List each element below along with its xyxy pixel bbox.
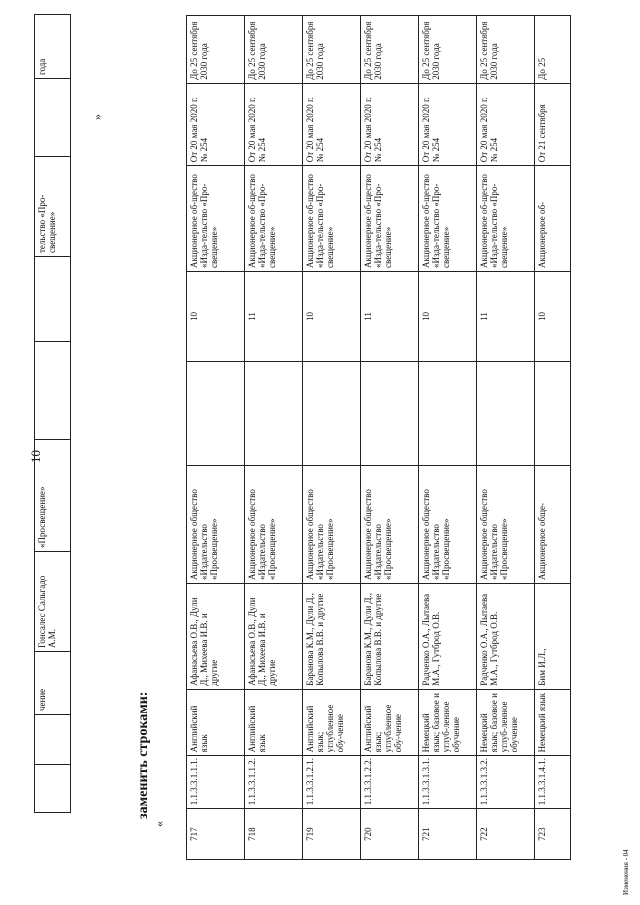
cell-until: До 25 сентября 2030 года (187, 16, 245, 84)
cell-org: Акционерное об-щество «Изда-тельство «Про-свещение» (187, 166, 245, 272)
cell-publisher: Акционерное общество «Издательство «Просвещение» (303, 465, 361, 583)
cell-order: От 20 мая 2020 г. № 254 (303, 83, 361, 165)
table-row (35, 15, 71, 813)
cell-empty (187, 361, 245, 465)
table-row (187, 16, 245, 860)
cell-subject: Немецкий язык; базовое и углуб-ленное обучение (419, 689, 477, 756)
cell-no: 721 (419, 809, 477, 860)
cell-until: До 25 (535, 16, 571, 84)
cell-org: Акционерное об-щество «Изда-тельство «Про-свещение» (477, 166, 535, 272)
table-row (477, 16, 535, 860)
cell-until: года (35, 15, 71, 79)
cell-org: Акционерное об-щество «Изда-тельство «Про-свещение» (303, 166, 361, 272)
cell-order: От 21 сентября (535, 83, 571, 165)
cell-no (35, 765, 71, 813)
cell-empty (361, 361, 419, 465)
cell-order: От 20 мая 2020 г. № 254 (477, 83, 535, 165)
cell-subject: чение (35, 652, 71, 715)
cell-no: 720 (361, 809, 419, 860)
cell-until: До 25 сентября 2030 года (361, 16, 419, 84)
cell-no: 722 (477, 809, 535, 860)
table-row (303, 16, 361, 860)
cell-authors: Бим И.Л., (535, 583, 571, 689)
cell-code: 1.1.3.3.1.3.1. (419, 756, 477, 809)
cell-grade: 10 (303, 272, 361, 362)
cell-code: 1.1.3.3.1.3.2. (477, 756, 535, 809)
cell-org: Акционерное об-щество «Изда-тельство «Про-свещение» (361, 166, 419, 272)
cell-code: 1.1.3.3.1.2.2. (361, 756, 419, 809)
cell-org: Акционерное об-щество «Изда-тельство «Про-свещение» (245, 166, 303, 272)
replace-label: заменить строками: (136, 691, 151, 819)
cell-subject: Немецкий язык (535, 689, 571, 756)
cell-order (35, 79, 71, 157)
cell-publisher: Акционерное общество «Издательство «Просвещение» (187, 465, 245, 583)
cell-empty (535, 361, 571, 465)
close-quote: » (90, 114, 104, 120)
cell-authors: Радченко О.А., Лытаева М.А., Гутброд О.В. (477, 583, 535, 689)
cell-empty (303, 361, 361, 465)
cell-no: 719 (303, 809, 361, 860)
cell-no: 718 (245, 809, 303, 860)
cell-publisher: Акционерное общество «Издательство «Просвещение» (419, 465, 477, 583)
cell-authors: Гонсалес Сальгадо А.М. (35, 552, 71, 652)
cell-until: До 25 сентября 2030 года (245, 16, 303, 84)
cell-subject: Английский язык; углубленное обу-чение (303, 689, 361, 756)
cell-publisher: Акционерное общество «Издательство «Просвещение» (361, 465, 419, 583)
cell-code: 1.1.3.3.1.1.1. (187, 756, 245, 809)
cell-empty (245, 361, 303, 465)
footer-revision: Изменения - 04 (622, 849, 630, 895)
cell-code: 1.1.3.3.1.1.2. (245, 756, 303, 809)
cell-code: 1.1.3.3.1.4.1. (535, 756, 571, 809)
cell-subject: Английский язык (187, 689, 245, 756)
cell-subject: Немецкий язык; базовое и углуб-ленное обучение (477, 689, 535, 756)
cell-grade: 11 (361, 272, 419, 362)
cell-code: 1.1.3.3.1.2.1. (303, 756, 361, 809)
cell-empty (419, 361, 477, 465)
cell-grade: 10 (535, 272, 571, 362)
table-row (535, 16, 571, 860)
cell-no: 717 (187, 809, 245, 860)
table-row (245, 16, 303, 860)
cell-grade: 11 (477, 272, 535, 362)
cell-subject: Английский язык (245, 689, 303, 756)
cell-org: тельство «Про-свещение» (35, 157, 71, 257)
cell-authors: Афанасьева О.В., Дули Д., Михеева И.В. и другие (245, 583, 303, 689)
cell-org: Акционерное об- (535, 166, 571, 272)
cell-until: До 25 сентября 2030 года (477, 16, 535, 84)
table-row (361, 16, 419, 860)
cell-grade: 10 (187, 272, 245, 362)
cell-grade (35, 257, 71, 342)
cell-order: От 20 мая 2020 г. № 254 (361, 83, 419, 165)
cell-subject: Английский язык; углубленное обу-чение (361, 689, 419, 756)
cell-authors: Баранова К.М., Дули Д., Копылова В.В. и другие (303, 583, 361, 689)
cell-authors: Афанасьева О.В., Дули Д., Михеева И.В. и другие (187, 583, 245, 689)
cell-order: От 20 мая 2020 г. № 254 (245, 83, 303, 165)
cell-grade: 11 (245, 272, 303, 362)
cell-empty (35, 342, 71, 440)
cell-org: Акционерное об-щество «Изда-тельство «Про-свещение» (419, 166, 477, 272)
cell-publisher: Акционерное обще- (535, 465, 571, 583)
textbook-table (186, 15, 571, 860)
cell-order: От 20 мая 2020 г. № 254 (419, 83, 477, 165)
cell-authors: Баранова К.М., Дули Д., Копылова В.В. и другие (361, 583, 419, 689)
cell-until: До 25 сентября 2030 года (303, 16, 361, 84)
cell-authors: Радченко О.А., Лытаева М.А., Гутброд О.В. (419, 583, 477, 689)
cell-no: 723 (535, 809, 571, 860)
cell-publisher: «Просвещение» (35, 440, 71, 552)
cell-code (35, 715, 71, 765)
top-table-fragment (34, 14, 71, 813)
open-quote: « (152, 821, 166, 827)
cell-publisher: Акционерное общество «Издательство «Просвещение» (245, 465, 303, 583)
cell-empty (477, 361, 535, 465)
cell-publisher: Акционерное общество «Издательство «Просвещение» (477, 465, 535, 583)
cell-until: До 25 сентября 2030 года (419, 16, 477, 84)
cell-order: От 20 мая 2020 г. № 254 (187, 83, 245, 165)
cell-grade: 10 (419, 272, 477, 362)
page-number: 10 (28, 450, 43, 463)
table-row (419, 16, 477, 860)
